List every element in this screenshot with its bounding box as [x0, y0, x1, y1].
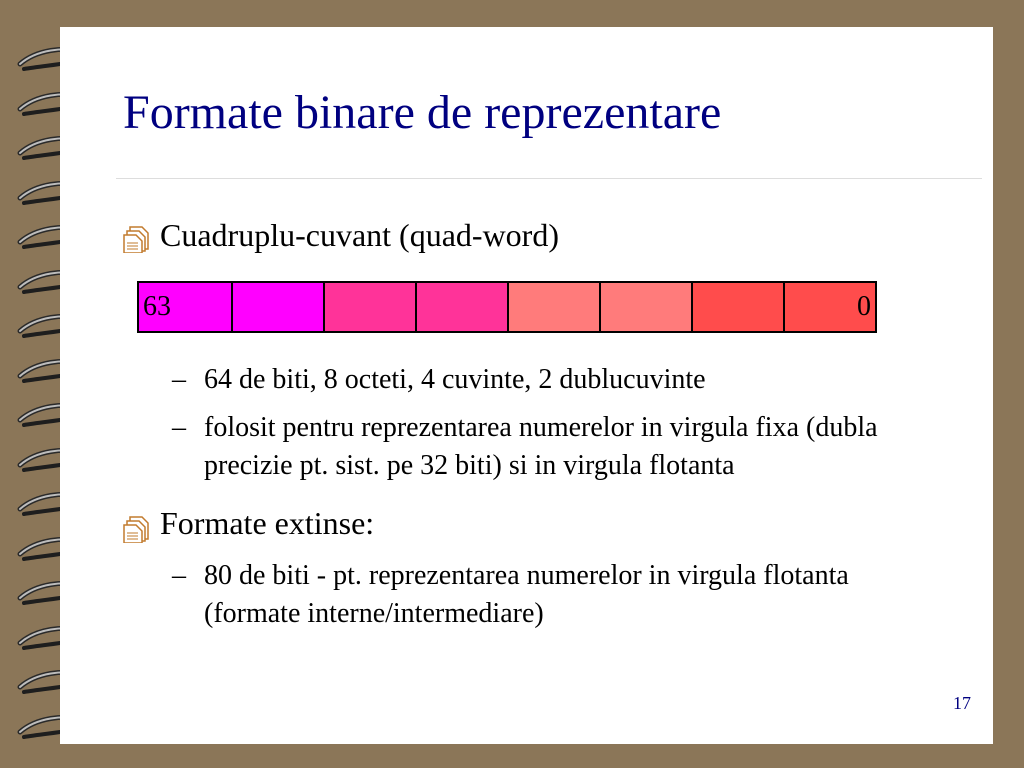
bit-cell — [507, 283, 599, 331]
bit-cell: 63 — [139, 283, 231, 331]
sub-bullet: – 80 de biti - pt. reprezentarea numerelor in virgula flotanta (formate interne/intermediare) — [172, 560, 849, 629]
stacked-pages-icon — [122, 223, 152, 258]
bit-cell — [231, 283, 323, 331]
quad-word-bit-diagram — [137, 281, 877, 333]
bullet-extended-formats: Formate extinse: — [160, 505, 375, 541]
sub-bullet: – 64 de biti, 8 octeti, 4 cuvinte, 2 dublucuvinte — [172, 364, 706, 395]
sub-bullet: – folosit pentru reprezentarea numerelor in virgula fixa (dubla precizie pt. sist. pe 32 biti) si in virgula flotanta — [172, 412, 878, 481]
bit-cell — [599, 283, 691, 331]
bullet-quad-word: Cuadruplu-cuvant (quad-word) — [160, 217, 559, 253]
slide-title: Formate binare de reprezentare — [123, 86, 722, 139]
bit-cell: 0 — [783, 283, 875, 331]
page-number: 17 — [953, 693, 971, 713]
bit-cell — [691, 283, 783, 331]
bit-cell — [415, 283, 507, 331]
stacked-pages-icon — [122, 513, 152, 548]
slide-page — [60, 27, 993, 744]
bit-cell — [323, 283, 415, 331]
title-divider — [116, 178, 982, 179]
